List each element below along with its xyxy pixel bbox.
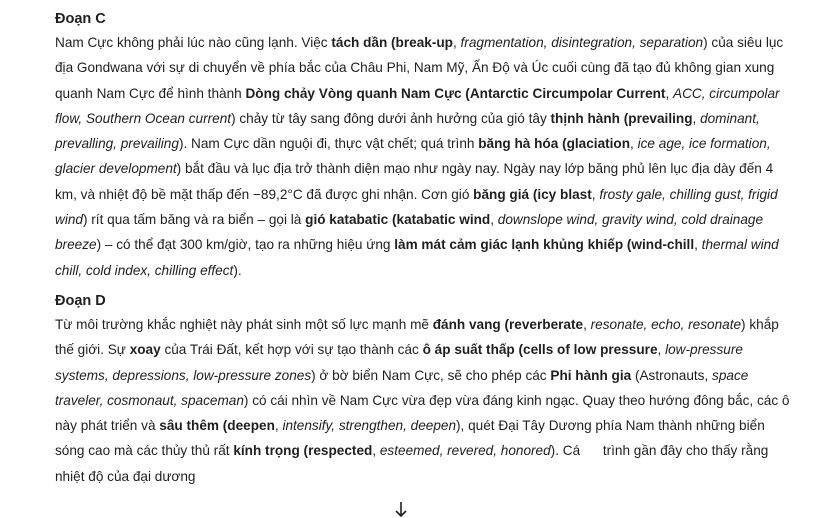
bold-term: thịnh hành (prevailing: [550, 110, 693, 126]
text-run: ). Nam Cực dần nguội đi, thực vật chết; quá trình: [178, 136, 479, 152]
bold-term: ô áp suất thấp (cells of low pressure: [422, 342, 658, 358]
arrow-down-icon: [394, 501, 408, 518]
text-run: ,: [372, 443, 380, 459]
text-run: trình gần đây cho thấy rằng nhiệt độ của đại dương: [55, 443, 769, 484]
text-run: ,: [665, 85, 674, 101]
bold-term: xoay: [129, 342, 161, 358]
text-run: ,: [657, 342, 666, 358]
text-run: ,: [583, 316, 591, 332]
bold-term: sâu thêm (deepen: [159, 418, 275, 434]
text-run: ) ở bờ biển Nam Cực, sẽ cho phép các: [311, 367, 551, 383]
text-run: ,: [452, 35, 461, 50]
text-run: ) chảy từ tây sang đông dưới ảnh hưởng của gió tây: [231, 110, 551, 126]
section-d-paragraph: [55, 312, 793, 489]
italic-synonyms: dominant, prevalling, prevailing: [55, 110, 760, 152]
text-run: ) – có thể đạt 300 km/giờ, tạo ra những hiệu ứng: [96, 237, 395, 253]
section-d-heading: Đoạn D: [55, 292, 106, 309]
text-run: ) rít qua tấm băng và ra biển – gọi là: [82, 212, 306, 228]
scroll-down-button[interactable]: [392, 501, 410, 518]
bold-term: tách dần (break-up: [331, 35, 453, 50]
text-run: ) bắt đầu và lục địa trở thành diện mạo như ngày nay. Ngày nay lớp băng phủ lên lục địa dày đến 4 km, và nhiệt độ bề mặt thấp đến −89,2°C đã được ghi nhận. Cơn gió: [55, 161, 774, 202]
italic-synonyms: thermal wind chill, cold index, chilling effect: [55, 237, 779, 278]
italic-synonyms: resonate, echo, resonate: [590, 316, 742, 332]
text-run: của Trái Đất, kết hợp với sự tạo thành các: [160, 342, 423, 358]
text-run: (Astronauts,: [631, 367, 713, 383]
text-run: ) của siêu lục địa Gondwana với sự di chuyển về phía bắc của Châu Phi, Nam Mỹ, Ấn Độ và Úc cuối cùng đã tạo đủ không gian xung quanh Nam Cực để hình thành: [55, 35, 784, 101]
bold-term: băng hà hóa (glaciation: [478, 136, 631, 152]
text-run: ,: [630, 136, 638, 152]
text-run: ).: [233, 262, 242, 278]
text-run: ,: [591, 186, 600, 202]
bold-term: băng giá (icy blast: [473, 186, 592, 202]
italic-synonyms: ice age, ice formation, glacier development: [55, 136, 771, 177]
bold-term: Dòng chảy Vòng quanh Nam Cực (Antarctic Circumpolar Current: [245, 85, 666, 101]
bold-term: kính trọng (respected: [233, 443, 373, 459]
italic-synonyms: ACC, circumpolar flow, Southern Ocean current: [55, 85, 780, 126]
italic-synonyms: downslope wind, gravity wind, cold drainage breeze: [55, 212, 764, 253]
text-run: ,: [274, 418, 283, 434]
italic-synonyms: frosty gale, chilling gust, frigid wind: [55, 186, 778, 228]
text-run: ,: [490, 212, 498, 228]
document-body: [55, 8, 793, 489]
text-run: ). Cá: [550, 443, 581, 459]
text-run: ,: [692, 110, 701, 126]
text-run: Từ môi trường khắc nghiệt này phát sinh một số lực mạnh mẽ: [55, 316, 433, 332]
text-run: ), quét Đại Tây Dương phía Nam thành những biển sóng cao mà các thủy thủ rất: [55, 418, 765, 459]
section-c-heading: Đoạn C: [55, 11, 106, 27]
bold-term: Phi hành gia: [550, 367, 632, 383]
italic-synonyms: intensify, strengthen, deepen: [282, 418, 457, 434]
bold-term: đánh vang (reverberate: [432, 316, 584, 332]
italic-synonyms: low-pressure systems, depressions, low-pressure zones: [55, 342, 743, 383]
text-run: ) khắp thế giới. Sự: [55, 316, 779, 358]
bold-term: gió katabatic (katabatic wind: [305, 212, 491, 228]
italic-synonyms: esteemed, revered, honored: [379, 443, 551, 459]
text-run: ) có cái nhìn về Nam Cực vừa đẹp vừa đáng kinh ngạc. Quay theo hướng đông bắc, các ô này phát triển và: [55, 392, 790, 434]
section-c-paragraph: [55, 30, 793, 283]
italic-synonyms: fragmentation, disintegration, separation: [460, 35, 704, 50]
text-run: Nam Cực không phải lúc nào cũng lạnh. Việc: [55, 35, 332, 50]
bold-term: làm mát cảm giác lạnh khủng khiếp (wind-chill: [394, 237, 695, 253]
text-run: ,: [694, 237, 702, 253]
italic-synonyms: space traveler, cosmonaut, spaceman: [55, 367, 749, 408]
